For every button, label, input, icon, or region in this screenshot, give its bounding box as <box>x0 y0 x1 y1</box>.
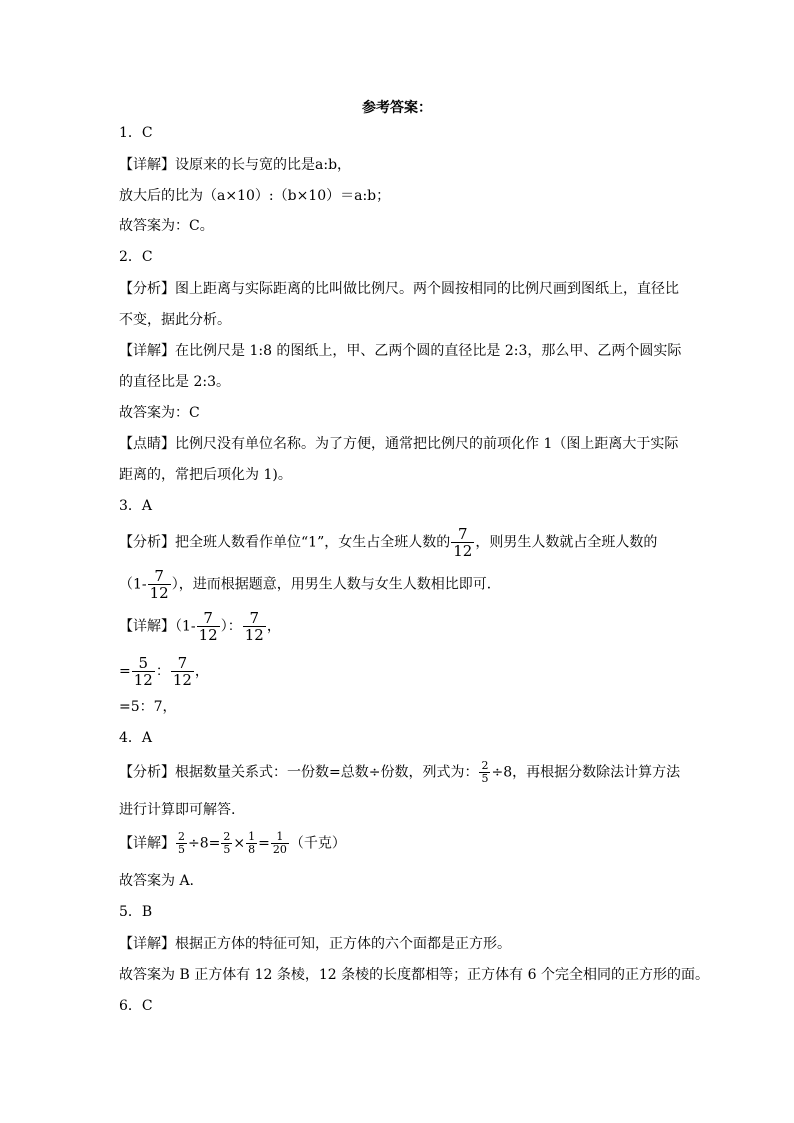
q2-detail-line-2: 的直径比是 2:3。 <box>119 374 230 390</box>
q3-detail-text-a: 【详解】（1- <box>119 618 196 635</box>
q3-detail-text-f: ， <box>194 663 209 680</box>
fraction-7-12: $\frac{7}{12}$ <box>244 609 264 644</box>
q3-detail-text-d: = <box>119 663 131 680</box>
q5-detail-line: 【详解】根据正方体的特征可知，正方体的六个面都是正方形。 <box>119 936 511 952</box>
q4-analysis-text-a: 【分析】根据数量关系式：一份数=总数÷份数，列式为： <box>119 764 479 781</box>
q4-detail-text-b: ÷8= <box>188 835 221 852</box>
q2-comment-line-1: 【点睛】比例尺没有单位名称。为了方便，通常把比例尺的前项化作 1（图上距离大于实际 <box>119 436 679 452</box>
fraction-5-12: $\frac{5}{12}$ <box>133 654 153 689</box>
q3-detail-text-c: ， <box>266 618 281 635</box>
q4-detail-text-c: × <box>233 835 246 852</box>
q4-analysis-line-2: 进行计算即可解答. <box>119 802 236 818</box>
fraction-7-12: $\frac{7}{12}$ <box>149 567 169 602</box>
q3-detail-text-e: ： <box>155 663 170 680</box>
fraction-2-5: $\frac{2}{5}$ <box>178 830 185 856</box>
q2-detail-line-1: 【详解】在比例尺是 1:8 的图纸上，甲、乙两个圆的直径比是 2:3，那么甲、乙两个圆实际 <box>119 343 682 359</box>
q3-detail-line-2 <box>119 655 209 688</box>
q3-result: =5：7， <box>119 699 177 715</box>
q2-number: 2．C <box>119 249 153 265</box>
q4-analysis-text-b: ÷8，再根据分数除法计算方法 <box>491 764 681 781</box>
q3-detail-line-1 <box>119 610 281 643</box>
q3-analysis-line-1 <box>119 526 657 559</box>
q4-detail-line <box>119 831 346 856</box>
q3-analysis-text-a: 【分析】把全班人数看作单位“1”，女生占全班人数的 <box>119 534 451 551</box>
q3-analysis-text-b: ，则男生人数就占全班人数的 <box>475 534 658 551</box>
fraction-1-20: $\frac{1}{20}$ <box>272 830 287 856</box>
q1-number: 1．C <box>119 125 153 141</box>
q4-detail-text-d: = <box>258 835 270 852</box>
fraction-2-5: $\frac{2}{5}$ <box>481 759 489 785</box>
fraction-2-5: $\frac{2}{5}$ <box>223 830 231 856</box>
q4-analysis-line-1 <box>119 760 680 785</box>
fraction-7-12: $\frac{7}{12}$ <box>172 654 192 689</box>
q1-detail-line-1: 【详解】设原来的长与宽的比是a:b， <box>119 157 352 173</box>
q3-number: 3．A <box>119 498 153 514</box>
q2-answer: 故答案为：C <box>119 405 200 421</box>
q1-answer: 故答案为：C。 <box>119 218 214 234</box>
fraction-7-12: $\frac{7}{12}$ <box>453 525 473 560</box>
q5-answer: 故答案为 B 正方体有 12 条棱，12 条棱的长度都相等；正方体有 6 个完全相同的正方形的面。 <box>119 967 709 983</box>
q3-analysis-text-d: ），进而根据题意，用男生人数与女生人数相比即可． <box>171 576 501 593</box>
q2-analysis-line-2: 不变，据此分析。 <box>119 312 231 328</box>
q1-detail-line-2: 放大后的比为（a×10）:（b×10）＝a:b； <box>119 188 391 204</box>
q3-detail-text-b: ）： <box>220 618 242 635</box>
q4-detail-text-a: 【详解】 <box>119 835 175 852</box>
q4-answer: 故答案为 A. <box>119 873 195 889</box>
q3-analysis-line-2 <box>119 568 501 601</box>
q6-number: 6．C <box>119 998 153 1014</box>
fraction-1-8: $\frac{1}{8}$ <box>248 830 256 856</box>
q4-detail-text-e: （千克） <box>289 835 346 852</box>
page-title: 参考答案： <box>362 100 432 116</box>
q2-analysis-line-1: 【分析】图上距离与实际距离的比叫做比例尺。两个圆按相同的比例尺画到图纸上，直径比 <box>119 281 679 297</box>
q5-number: 5．B <box>119 904 153 920</box>
q3-analysis-text-c: （1- <box>119 576 147 593</box>
q2-comment-line-2: 距离的，常把后项化为 1)。 <box>119 467 292 483</box>
q4-number: 4．A <box>119 730 153 746</box>
fraction-7-12: $\frac{7}{12}$ <box>198 609 218 644</box>
